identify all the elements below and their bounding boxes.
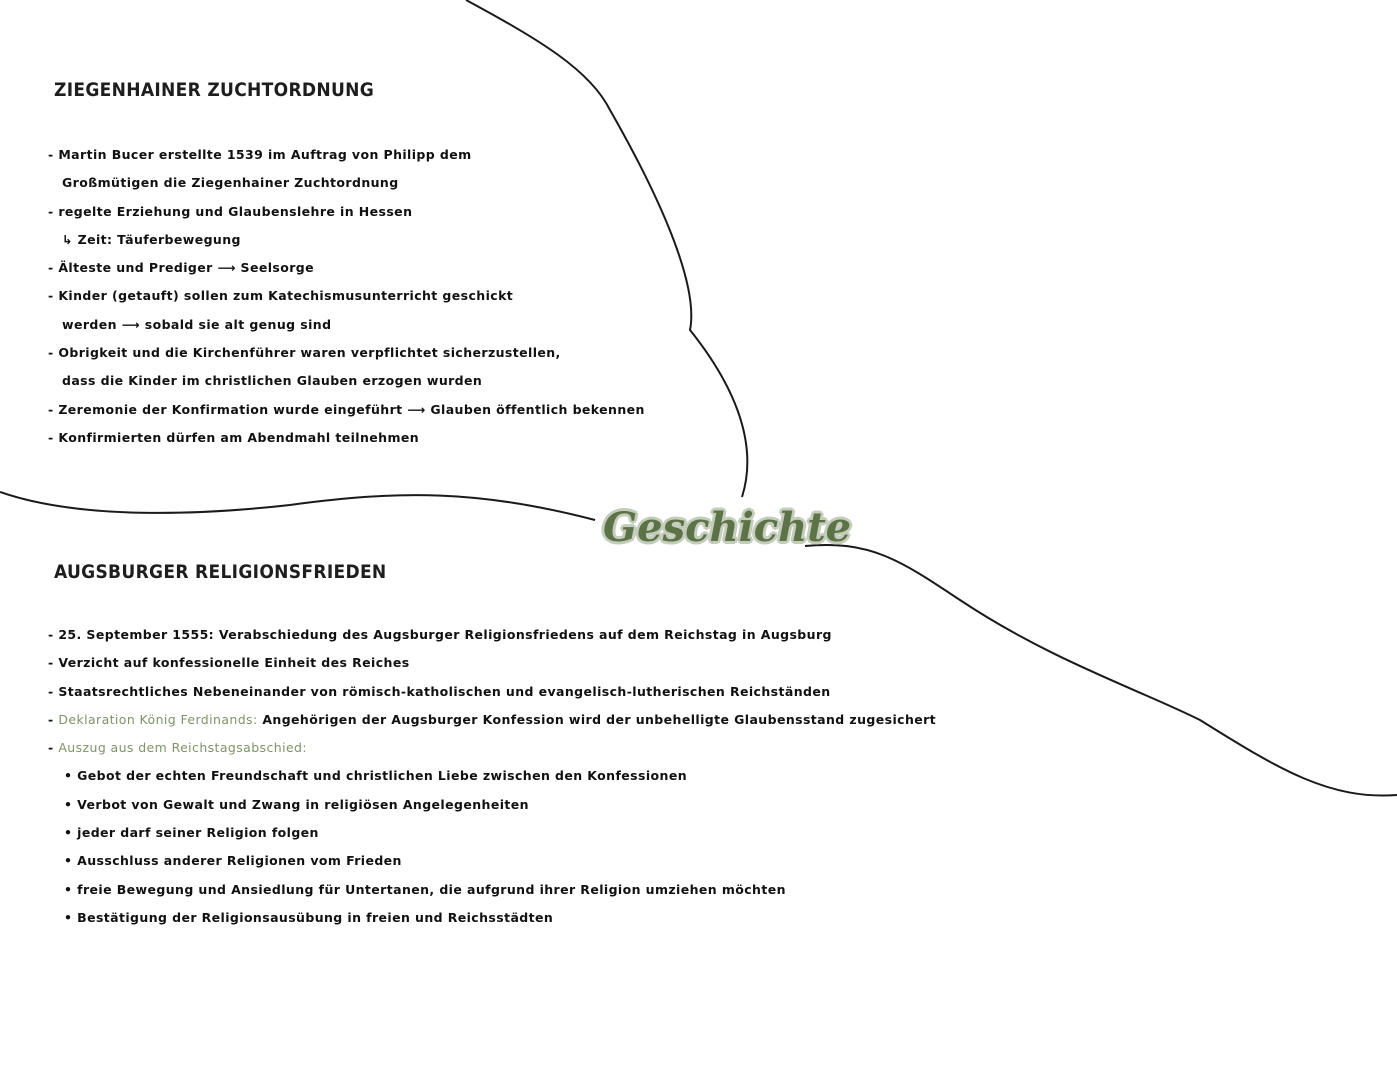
note-line: - Staatsrechtliches Nebeneinander von römisch-katholischen und evangelisch-lutherischen Reichständen: [48, 683, 831, 699]
section-title-zuchtordnung: ZIEGENHAINER ZUCHTORDNUNG: [48, 79, 382, 101]
auszug-label: Auszug aus dem Reichstagsabschied:: [58, 740, 307, 756]
center-topic-title: Geschichte: [603, 504, 852, 551]
religionsfrieden-notes: [48, 621, 936, 932]
note-line: ↳ Zeit: Täuferbewegung: [62, 231, 241, 247]
deklaration-label: Deklaration König Ferdinands:: [58, 711, 258, 727]
bullet-item: • Gebot der echten Freundschaft und christlichen Liebe zwischen den Konfessionen: [64, 768, 687, 784]
note-line: dass die Kinder im christlichen Glauben erzogen wurden: [62, 373, 483, 389]
note-line: - Verzicht auf konfessionelle Einheit des Reiches: [48, 655, 410, 671]
note-line-auszug: - Auszug aus dem Reichstagsabschied:: [48, 740, 307, 756]
note-line: - Älteste und Prediger ⟶ Seelsorge: [48, 260, 315, 276]
note-line: werden ⟶ sobald sie alt genug sind: [62, 316, 332, 332]
note-line: - Konfirmierten dürfen am Abendmahl teilnehmen: [48, 429, 420, 445]
note-line: - Zeremonie der Konfirmation wurde eingeführt ⟶ Glauben öffentlich bekennen: [48, 401, 645, 417]
note-line: Großmütigen die Ziegenhainer Zuchtordnung: [62, 175, 399, 191]
bullet-item: • freie Bewegung und Ansiedlung für Untertanen, die aufgrund ihrer Religion umziehen möchten: [64, 881, 786, 897]
note-line: - regelte Erziehung und Glaubenslehre in Hessen: [48, 203, 413, 219]
deklaration-text: Angehörigen der Augsburger Konfession wird der unbehelligte Glaubensstand zugesichert: [262, 711, 937, 727]
section-title-religionsfrieden: AUGSBURGER RELIGIONSFRIEDEN: [48, 561, 395, 583]
note-line: - Obrigkeit und die Kirchenführer waren verpflichtet sicherzustellen,: [48, 345, 561, 361]
connector-line-left: [0, 492, 595, 520]
note-line: - Martin Bucer erstellte 1539 im Auftrag von Philipp dem: [48, 147, 472, 162]
zuchtordnung-notes: [48, 141, 645, 452]
note-line-deklaration: - Deklaration König Ferdinands: Angehörigen der Augsburger Konfession wird der unbehelligte Glaubensstand zugesichert: [48, 711, 937, 727]
note-line: - Kinder (getauft) sollen zum Katechismusunterricht geschickt: [48, 288, 514, 304]
bullet-item: • Verbot von Gewalt und Zwang in religiösen Angelegenheiten: [64, 796, 529, 812]
bullet-item: • Ausschluss anderer Religionen vom Frieden: [64, 853, 402, 869]
note-line: - 25. September 1555: Verabschiedung des Augsburger Religionsfriedens auf dem Reichstag in Augsburg: [48, 627, 832, 642]
bullet-item: • Bestätigung der Religionsausübung in freien und Reichsstädten: [64, 909, 554, 925]
bullet-item: • jeder darf seiner Religion folgen: [64, 825, 319, 841]
